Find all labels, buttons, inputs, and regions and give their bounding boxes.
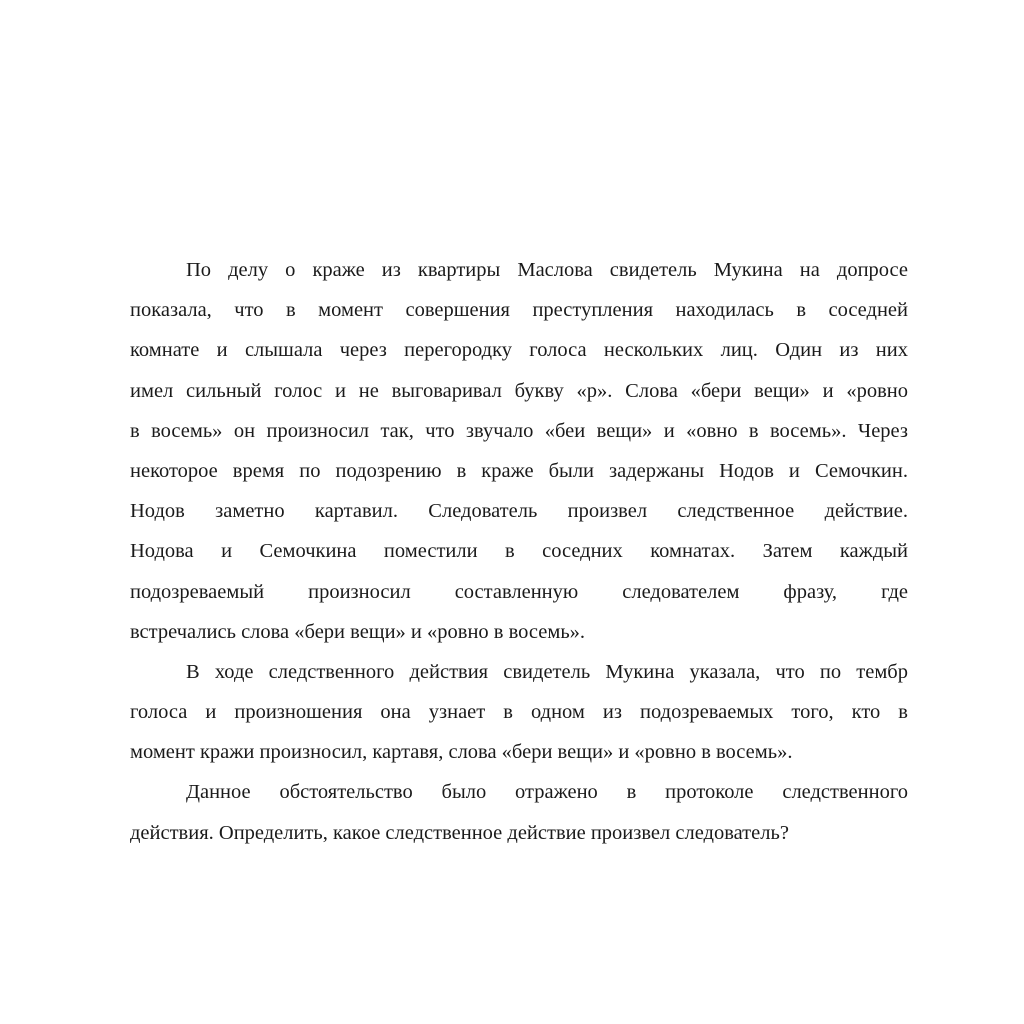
text-line: показала, что в момент совершения преступления находилась в соседней (130, 299, 908, 322)
text-line: Данное обстоятельство было отражено в протоколе следственного (186, 781, 908, 804)
text-line: По делу о краже из квартиры Маслова свидетель Мукина на допросе (186, 259, 908, 281)
paragraph-3 (130, 778, 908, 858)
text-line: комнате и слышала через перегородку голоса нескольких лиц. Один из них (130, 339, 908, 362)
text-line: момент кражи произносил, картавя, слова «бери вещи» и «ровно в восемь». (130, 741, 793, 764)
text-line: встречались слова «бери вещи» и «ровно в восемь». (130, 620, 586, 643)
document-body (130, 256, 908, 859)
text-line: подозреваемый произносил составленную следователем фразу, где (130, 580, 908, 603)
text-line: Нодов заметно картавил. Следователь произвел следственное действие. (130, 500, 908, 523)
text-line: В ходе следственного действия свидетель Мукина указала, что по тембр (186, 660, 908, 683)
text-line: действия. Определить, какое следственное действие произвел следователь? (130, 821, 789, 844)
paragraph-1 (130, 256, 908, 658)
text-line: некоторое время по подозрению в краже были задержаны Нодов и Семочкин. (130, 459, 908, 482)
text-line: голоса и произношения она узнает в одном из подозреваемых того, кто в (130, 701, 908, 724)
text-line: в восемь» он произносил так, что звучало «беи вещи» и «овно в восемь». Через (130, 419, 908, 442)
paragraph-2 (130, 658, 908, 779)
text-line: Нодова и Семочкина поместили в соседних комнатах. Затем каждый (130, 540, 908, 563)
text-line: имел сильный голос и не выговаривал букву «р». Слова «бери вещи» и «ровно (130, 379, 908, 402)
